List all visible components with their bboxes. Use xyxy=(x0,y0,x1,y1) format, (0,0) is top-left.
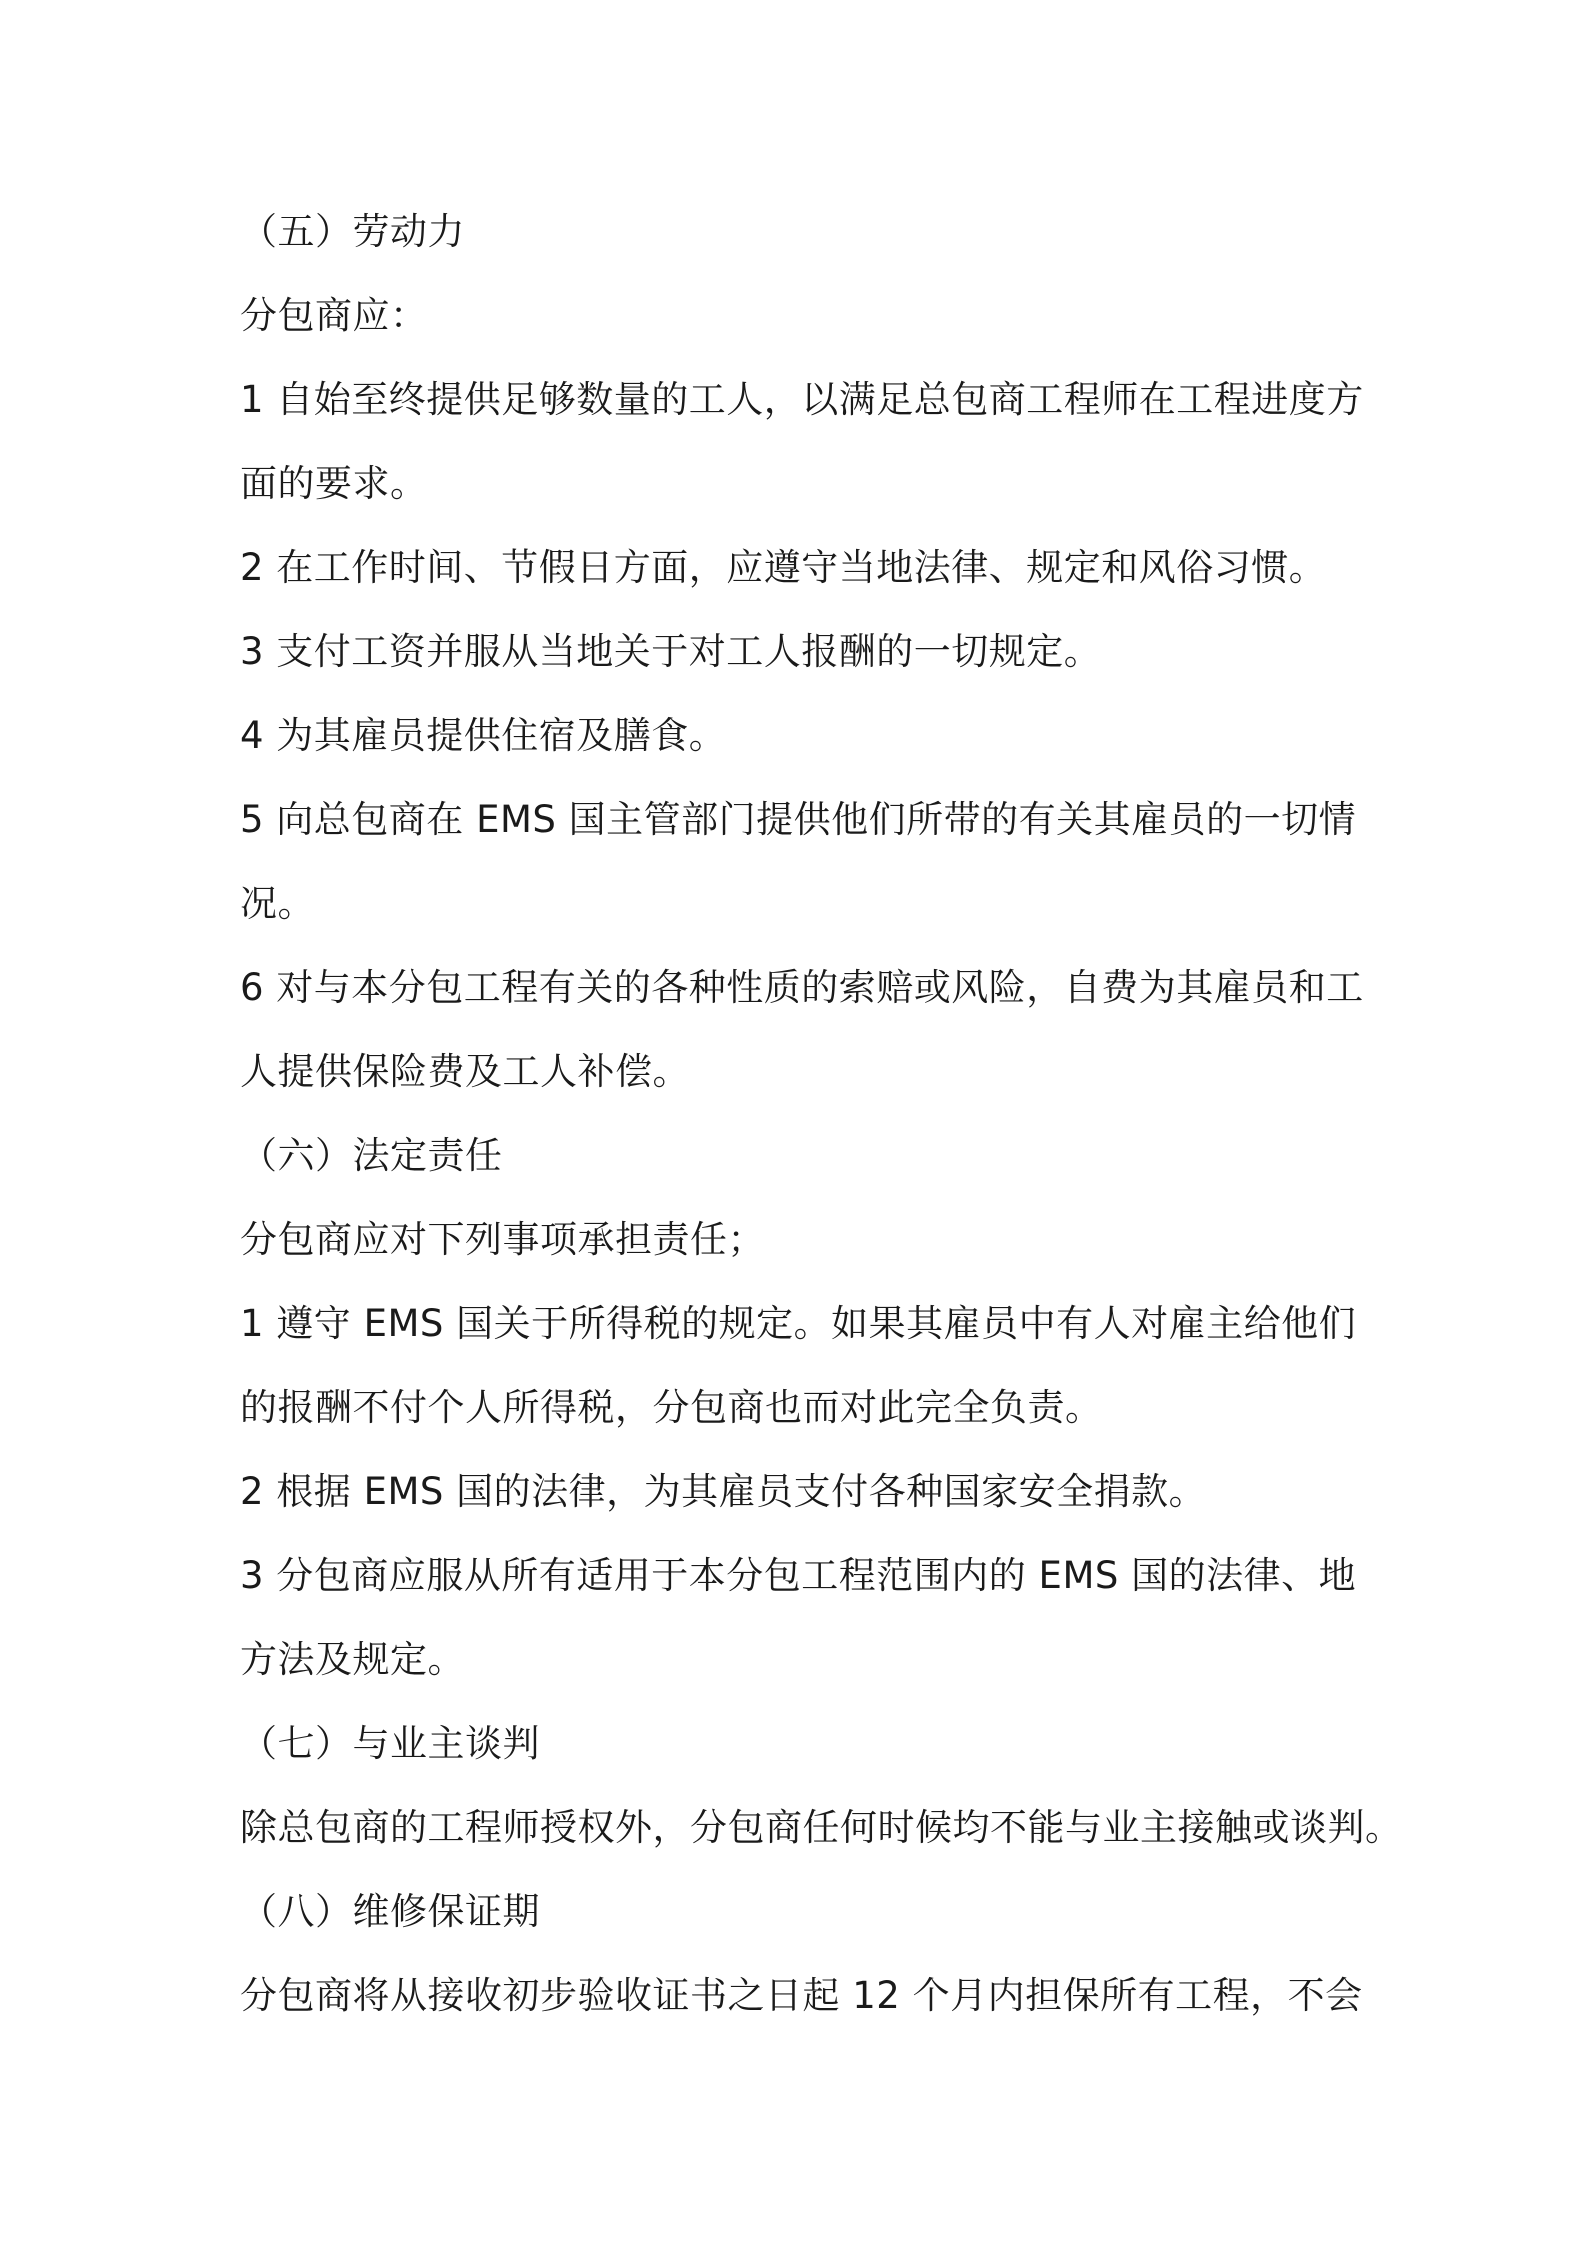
section-heading-labor: （五）劳动力 xyxy=(240,210,465,253)
paragraph-line: 3 支付工资并服从当地关于对工人报酬的一切规定。 xyxy=(240,630,1102,673)
paragraph-line: 人提供保险费及工人补偿。 xyxy=(240,1050,690,1093)
paragraph-line: 1 自始至终提供足够数量的工人，以满足总包商工程师在工程进度方 xyxy=(240,378,1364,421)
paragraph-line: 分包商应对下列事项承担责任； xyxy=(240,1218,765,1261)
paragraph-line: 分包商应： xyxy=(240,294,428,337)
document-body xyxy=(240,190,1403,2038)
paragraph-line: 4 为其雇员提供住宿及膳食。 xyxy=(240,714,727,757)
paragraph-line: 况。 xyxy=(240,882,315,925)
paragraph-line: 面的要求。 xyxy=(240,462,428,505)
paragraph-line: 2 在工作时间、节假日方面，应遵守当地法律、规定和风俗习惯。 xyxy=(240,546,1327,589)
section-heading-legal-liability: （六）法定责任 xyxy=(240,1134,503,1177)
paragraph-line: 方法及规定。 xyxy=(240,1638,465,1681)
paragraph-line: 2 根据 EMS 国的法律，为其雇员支付各种国家安全捐款。 xyxy=(240,1470,1207,1513)
paragraph-line: 3 分包商应服从所有适用于本分包工程范围内的 EMS 国的法律、地 xyxy=(240,1554,1357,1597)
section-heading-owner-negotiation: （七）与业主谈判 xyxy=(240,1722,540,1765)
section-heading-warranty-period: （八）维修保证期 xyxy=(240,1890,540,1933)
paragraph-line: 6 对与本分包工程有关的各种性质的索赔或风险，自费为其雇员和工 xyxy=(240,966,1364,1009)
paragraph-line: 的报酬不付个人所得税，分包商也而对此完全负责。 xyxy=(240,1386,1103,1429)
paragraph-line: 1 遵守 EMS 国关于所得税的规定。如果其雇员中有人对雇主给他们 xyxy=(240,1302,1357,1345)
paragraph-line: 5 向总包商在 EMS 国主管部门提供他们所带的有关其雇员的一切情 xyxy=(240,798,1357,841)
paragraph-line: 分包商将从接收初步验收证书之日起 12 个月内担保所有工程，不会 xyxy=(240,1974,1363,2017)
paragraph-line: 除总包商的工程师授权外，分包商任何时候均不能与业主接触或谈判。 xyxy=(240,1806,1403,1849)
